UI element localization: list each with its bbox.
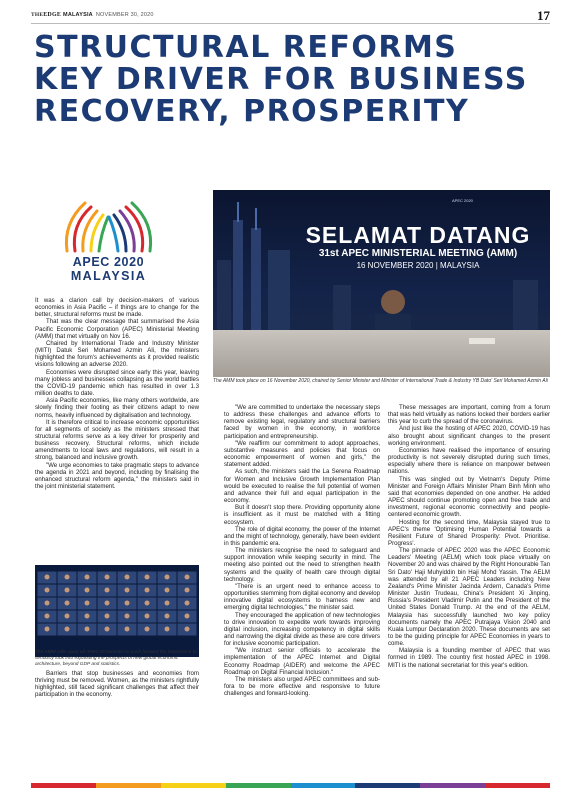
paragraph: Chaired by International Trade and Industry Minister (MITI) Datuk Seri Mohamed Azmin Ali, the ministers highlighted the forum's achievements as it provided realistic visions following an adverse 2020. <box>35 339 199 369</box>
ministerial-meeting-photo <box>213 190 550 377</box>
article-headline <box>34 32 554 128</box>
paragraph: They encouraged the application of new technologies to drive innovation to expedite work towards improving digital inclusion, increasing competency in digital skills and narrowing the digital divide as these are core drivers for inclusive economic participation. <box>224 611 380 648</box>
paragraph: And just like the hosting of APEC 2020, COVID-19 has also brought about significant changes to the present working environment. <box>388 425 550 447</box>
masthead-the: THE <box>31 12 44 18</box>
name-plate <box>469 338 495 344</box>
masthead-malaysia: MALAYSIA <box>63 12 93 18</box>
paragraph: The ministers recognise the need to safeguard and support innovation while keeping security in mind. The meeting also pointed out the need to strengthen health systems and the quality of health care through digital technology. <box>224 547 380 583</box>
banner-title: SELAMAT DATANG <box>305 222 531 248</box>
footer-color-bar <box>31 783 550 788</box>
footer-stripe <box>420 783 485 788</box>
paragraph: "We instruct senior officials to accelerate the implementation of the APEC Internet and Digital Economy Roadmap (AIDER) and welcome the APEC Roadmap on Digital Financial Inclusion." <box>224 647 380 676</box>
paragraph: The ministers also urged APEC committees and sub-fora to be more effective and responsive to future challenges and forward-looking. <box>224 675 380 698</box>
paragraph: Asia Pacific economies, like many others worldwide, are slowly finding their footing as their citizens adapt to new norms, heavily influenced by digitalisation and technology. <box>35 397 199 419</box>
paragraph: As such, the ministers said the La Serena Roadmap for Women and Inclusive Growth Implementation Plan would be executed to realise the full potential of women and advance their full and equal participation in the economy. <box>224 468 380 505</box>
paragraph: Hosting for the second time, Malaysia stayed true to APEC's theme 'Optimising Human Potential towards a Resilient Future of Shared Prosperity: Pivot. Prioritise. Progress'. <box>388 518 550 547</box>
paragraph: Barriers that stop businesses and economies from thriving must be removed. Women, as the ministers rightfully highlighted, still faced significant challenges that affect their participation in the economy. <box>35 670 199 699</box>
paragraph: Economies have realised the importance of ensuring productivity is not severely disrupted during such times, especially where there is reliance on manpower between nations. <box>388 446 550 476</box>
page-number: 17 <box>537 8 550 23</box>
headline-line-2: KEY DRIVER FOR BUSINESS <box>34 62 528 97</box>
paragraph: Economies were disrupted since early this year, leaving many jobless and businesses collapsing as the world battles the COVID-19 pandemic which has resulted in over 1.3 million deaths to date. <box>35 368 199 398</box>
article-column-3 <box>388 404 550 669</box>
paragraph: But it doesn't stop there. Providing opportunity alone is insufficient as it must be matched with a fitting ecosystem. <box>224 504 380 526</box>
article-column-2 <box>224 404 380 697</box>
video-conference-photo <box>35 565 199 657</box>
paragraph: The role of digital economy, the power of the Internet and the might of technology, generally, have been evident in this pandemic era. <box>224 525 380 547</box>
footer-stripe <box>161 783 226 788</box>
article-column-1-continued <box>35 670 199 699</box>
headline-line-3: RECOVERY, PROSPERITY <box>34 94 470 129</box>
photo-caption-main: The AMM took place on 16 November 2020, chaired by Senior Minister and Minister of International Trade & Industry YB Dato' Seri Mohamed Azmin Ali <box>213 378 548 384</box>
footer-stripe <box>355 783 420 788</box>
footer-stripe <box>31 783 96 788</box>
footer-stripe <box>226 783 291 788</box>
article-column-1 <box>35 297 199 490</box>
paragraph: "There is an urgent need to enhance access to opportunities stemming from digital economy and develop innovative digital ecosystems to harness new and emerging digital technologies," the minister said. <box>224 582 380 612</box>
footer-stripe <box>96 783 161 788</box>
paragraph: "We are committed to undertake the necessary steps to address these challenges and advance efforts to remove existing legal, regulatory and structural barriers faced by women in the economy, in workforce participation and entrepreneurship. <box>224 404 380 440</box>
footer-stripe <box>291 783 356 788</box>
banner-date: 16 NOVEMBER 2020 | MALAYSIA <box>356 261 480 270</box>
paragraph: That was the clear message that summarised the Asia Pacific Economic Corporation (APEC) Ministerial Meeting (AMM) that met virtually on Nov 16. <box>35 318 199 340</box>
header-divider <box>31 23 550 24</box>
conference-desk <box>213 330 550 377</box>
footer-stripe <box>485 783 550 788</box>
apec-mini-logo: APEC 2020 <box>452 198 473 203</box>
issue-date: NOVEMBER 30, 2020 <box>95 12 154 18</box>
paragraph: It was a clarion call by decision-makers of various economies in Asia Pacific – if things are to change for the better, structural reforms must be made. <box>35 297 199 319</box>
masthead-edge: EDGE <box>43 12 62 18</box>
banner-event: 31st APEC MINISTERIAL MEETING (AMM) <box>318 248 518 259</box>
paragraph: These messages are important, coming from a forum that was held virtually as nations locked their borders earlier this year to curb the spread of the coronavirus. <box>388 404 550 426</box>
paragraph: It is therefore critical to increase economic opportunities for all segments of society as the ministers stressed that structural reforms serve as a key driver for prosperity and business recovery. Structural reforms, which include amendments to local laws and regulations, will result in a strong, balanced and inclusive growth. <box>35 418 199 462</box>
paragraph: Malaysia is a founding member of APEC that was formed in 1989. The country first hosted APEC in 1998. MITI is the national secretariat for this year's edition. <box>388 647 550 669</box>
paragraph: The pinnacle of APEC 2020 was the APEC Economic Leaders' Meeting (AELM) which took place virtually on November 20 and was chaired by the Right Honourable Tan Sri Dato' Haji Muhyiddin bin Haji Mohd Yassin. The AELM was attended by all 21 APEC Leaders including New Zealand's Prime Minister Jacinda Ardern, Canada's Prime Minister Justin Trudeau, China's President Xi Jinping, Russia's President Vladimir Putin and the President of the United States Donald Trump. At the end of the AELM, Malaysia has successfully launched two key policy documents namely the APEC Putrajaya Vision 2040 and Kuala Lumpur Declaration 2020. These documents are set to be the guiding principle for APEC Economies in years to come. <box>388 547 550 648</box>
participant-grid <box>37 567 197 655</box>
apec-2020-logo <box>46 195 171 285</box>
paragraph: "We reaffirm our commitment to adopt approaches, substantive measures and policies that focus on economic empowerment of women and girls," the statement added. <box>224 439 380 469</box>
logo-title: APEC 2020 <box>72 255 145 269</box>
masthead <box>31 12 154 18</box>
page-header <box>31 10 550 24</box>
apec-sunburst-icon <box>61 195 156 255</box>
paragraph: This was singled out by Vietnam's Deputy Prime Minister and Foreign Affairs Minister Pham Binh Minh who said that economies depended on one another. He added APEC should continue promoting open and free trade and investment, regional economic connectivity and people-centered economic growth. <box>388 475 550 519</box>
logo-subtitle: MALAYSIA <box>70 269 147 283</box>
photo-caption-video: The AMM calls upon all APEC Economies to push forward the importance to seriously look into expanding the prospects of new global economic architecture, beyond GDP and statistics. <box>35 650 197 667</box>
headline-line-1: STRUCTURAL REFORMS <box>34 30 458 65</box>
paragraph: "We urge economies to take pragmatic steps to advance the agenda in 2021 and beyond, including by finalising the enhanced structural reform agenda," the ministers said in the joint ministerial statement. <box>35 461 199 491</box>
